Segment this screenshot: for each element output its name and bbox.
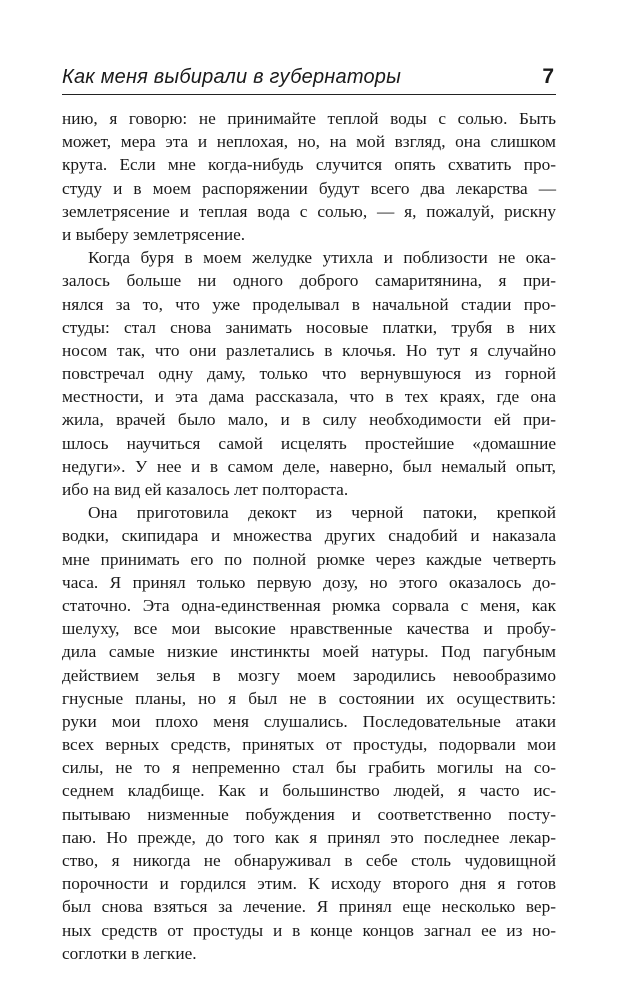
text-line: часа. Я принял только первую дозу, но этого оказалось до-: [62, 572, 556, 592]
text-line: может, мера эта и неплохая, но, на мой взгляд, она слишком: [62, 132, 556, 152]
text-line: руки мои плохо меня слушались. Последовательные атаки: [62, 711, 556, 731]
text-line: ство, я никогда не обнаруживал в себе столь чудовищной: [62, 851, 556, 870]
text-line: водки, скипидара и множества других снадобий и наказала: [62, 526, 556, 546]
text-line: Когда буря в моем желудке утихла и поблизости не ока-: [88, 248, 556, 268]
text-line: порочности и гордился этим. К исходу второго дня я готов: [62, 874, 556, 894]
paragraph: [62, 501, 556, 965]
paragraph: [62, 246, 556, 501]
running-header: [62, 66, 556, 95]
text-line: ибо на вид ей казалось лет полтораста.: [62, 480, 349, 499]
text-line: жила, врачей было мало, и в силу необходимости ей при-: [62, 410, 556, 430]
text-line: нию, я говорю: не принимайте теплой воды с солью. Быть: [62, 109, 556, 128]
text-line: статочно. Эта одна-единственная рюмка сорвала с меня, как: [62, 595, 556, 615]
text-line: пытываю низменные побуждения и соответственно посту-: [62, 804, 556, 824]
text-line: землетрясение и теплая вода с солью, — я, пожалуй, рискну: [62, 201, 556, 221]
text-line: местности, и эта дама рассказала, что в тех краях, где она: [62, 387, 556, 407]
text-line: ных средств от простуды и в конце концов загнал ее из но-: [62, 920, 556, 940]
text-line: шлось научиться самой исцелять простейшие «домашние: [62, 433, 556, 453]
text-line: носом так, что они разлетались в клочья. Но тут я случайно: [62, 340, 556, 360]
text-line: действием зелья в мозгу моем зародились невообразимо: [62, 665, 556, 685]
text-line: недуги». У нее и в самом деле, наверно, был немалый опыт,: [62, 456, 556, 476]
text-line: студы: стал снова занимать носовые платки, трубя в них: [62, 317, 556, 337]
text-line: повстречал одну даму, только что вернувшуюся из горной: [62, 364, 556, 384]
chapter-title: Как меня выбирали в губернаторы: [62, 66, 402, 88]
paragraph: [62, 107, 556, 246]
text-line: седнем кладбище. Как и большинство людей, я часто ис-: [62, 781, 556, 801]
text-line: силы, не то я непременно стал бы грабить могилы на со-: [62, 758, 556, 778]
text-line: соглотки в легкие.: [62, 943, 197, 963]
text-line: Она приготовила декокт из черной патоки, крепкой: [88, 503, 556, 523]
text-line: и выберу землетрясение.: [62, 224, 246, 244]
text-line: дила самые низкие инстинкты моей натуры. Под пагубным: [62, 642, 556, 662]
page-number: 7: [542, 65, 554, 88]
body-text: [62, 107, 556, 965]
text-line: мне принимать его по полной рюмке через каждые четверть: [62, 549, 556, 569]
text-line: шелуху, все мои высокие нравственные качества и пробу-: [62, 619, 556, 639]
text-line: гнусные планы, но я был не в состоянии их осуществить:: [62, 688, 556, 708]
text-line: нялся за то, что уже проделывал в начальной стадии про-: [62, 294, 556, 314]
text-line: крута. Если мне когда-нибудь случится опять схватить про-: [62, 155, 556, 175]
text-line: студу и в моем распоряжении будут всего два лекарства —: [62, 178, 556, 198]
text-line: залось больше ни одного доброго самаритянина, я при-: [62, 271, 556, 291]
text-line: всех верных средств, принятых от простуды, подорвали мои: [62, 735, 556, 755]
text-line: был снова взяться за лечение. Я принял еще несколько вер-: [62, 897, 556, 917]
text-line: паю. Но прежде, до того как я принял это последнее лекар-: [62, 827, 556, 847]
